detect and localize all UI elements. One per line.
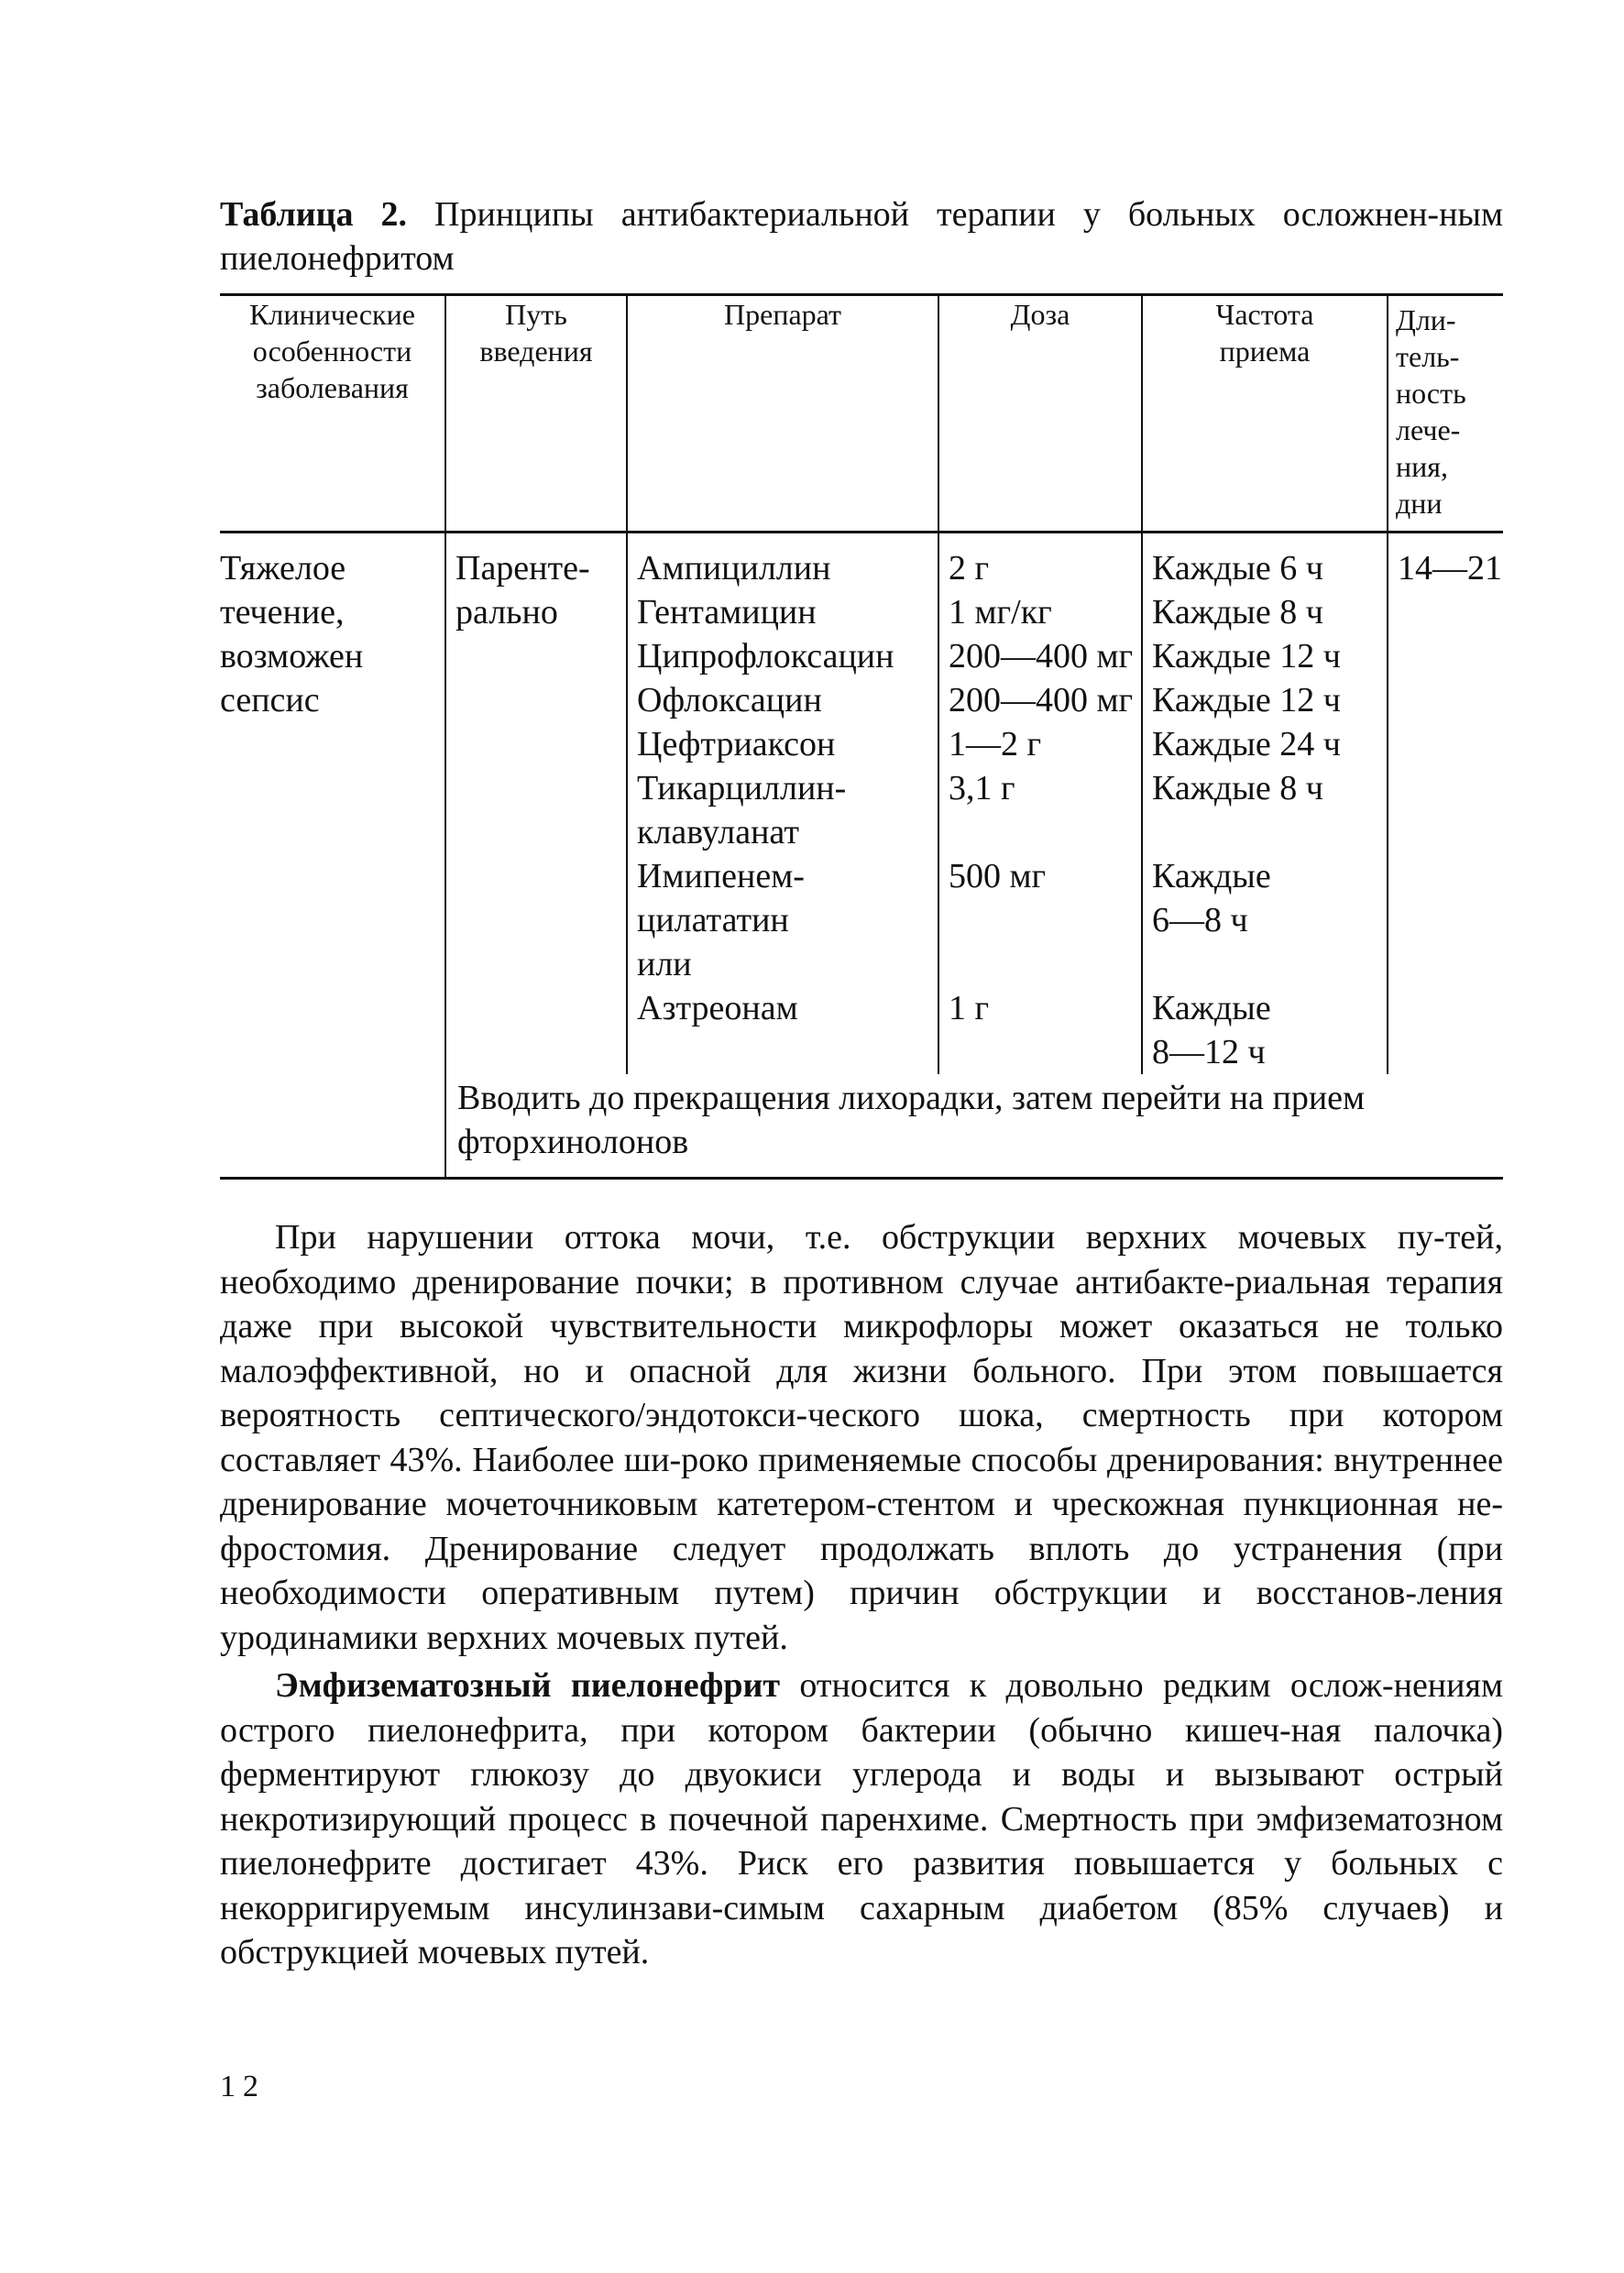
cell-line: Каждые 8 ч <box>1152 769 1323 807</box>
cell-line: течение, <box>220 593 345 631</box>
cell-line: клавуланат <box>637 813 799 851</box>
cell-line: Каждые 24 ч <box>1152 725 1341 763</box>
cell-line: заболевания <box>256 371 409 404</box>
cell-line: Частота <box>1215 298 1314 331</box>
cell-line: Каждые <box>1152 857 1271 895</box>
table-note-row <box>220 1074 1503 1179</box>
cell-line: дни <box>1396 487 1443 520</box>
header-frequency <box>1142 295 1388 533</box>
caption-text: Принципы антибактериальной терапии у больных осложнен-ным пиелонефритом <box>220 195 1503 278</box>
cell-line: лече- <box>1396 413 1461 446</box>
cell-line <box>939 810 1141 854</box>
paragraph-2-text: относится к довольно редким ослож-нениям острого пиелонефрита, при котором бактерии (обычно кишеч-ная палочка) ферментируют глюкозу до двуокиси углерода и воды и вызывают острый некротизирующий процесс в почечной паренхиме. Смертность при эмфизематозном пиелонефрите достигает 43%. Риск его развития повышается у больных с некорригируемым инсулинзави-симым сахарным диабетом (85% случаев) и обструкцией мочевых путей. <box>220 1666 1504 1971</box>
frequency-cell <box>1142 533 1388 1075</box>
cell-line: Тяжелое <box>220 549 346 587</box>
cell-line: Цефтриаксон <box>637 725 836 763</box>
body-text <box>220 1215 1503 1975</box>
cell-line <box>939 1030 1141 1074</box>
cell-line: Путь <box>505 298 567 331</box>
cell-line: введения <box>479 335 593 368</box>
duration-cell <box>1388 533 1503 1075</box>
header-dose <box>938 295 1142 533</box>
cell-line: 1 г <box>949 989 990 1027</box>
clinical-cell <box>220 533 445 1075</box>
cell-line: 200—400 мг <box>949 637 1134 675</box>
cell-line: Гентамицин <box>637 593 817 631</box>
cell-line: Тикарциллин- <box>637 769 847 807</box>
cell-line: Клинические <box>249 298 415 331</box>
header-route <box>445 295 627 533</box>
cell-line: Ампициллин <box>637 549 831 587</box>
cell-line: приема <box>1219 335 1311 368</box>
antibacterial-therapy-table <box>220 293 1503 1180</box>
duration-value: 14—21 <box>1398 549 1502 587</box>
header-duration <box>1388 295 1503 533</box>
table-note: Вводить до прекращения лихорадки, затем перейти на прием фторхинолонов <box>445 1074 1503 1179</box>
cell-line: 1 мг/кг <box>949 593 1052 631</box>
paragraph-1: При нарушении оттока мочи, т.е. обструкции верхних мочевых пу-тей, необходимо дренирование почки; в противном случае антибакте-риальная терапия даже при высокой чувствительности микрофлоры может оказаться не только малоэффективной, но и опасной для жизни больного. При этом повышается вероятность септического/эндотокси-ческого шока, смертность при котором составляет 43%. Наиболее ши-роко применяемые способы дренирования: внутреннее дренирование мочеточниковым катетером-стентом и чрескожная пункционная не-фростомия. Дренирование следует продолжать вплоть до устранения (при необходимости оперативным путем) причин обструкции и восстанов-ления уродинамики верхних мочевых путей. <box>220 1218 1503 1657</box>
cell-line: Азтреонам <box>637 989 798 1027</box>
cell-line: ность <box>1396 377 1466 410</box>
caption-label: Таблица 2. <box>220 195 408 234</box>
cell-line <box>1143 942 1387 986</box>
cell-line: 200—400 мг <box>949 681 1134 719</box>
cell-line: 3,1 г <box>949 769 1015 807</box>
cell-line: 8—12 ч <box>1152 1033 1266 1071</box>
table-caption <box>220 192 1503 280</box>
cell-line: сепсис <box>220 681 320 719</box>
paragraph-2-term: Эмфизематозный пиелонефрит <box>275 1666 781 1705</box>
cell-line <box>628 1030 938 1074</box>
cell-line: тель- <box>1396 340 1460 373</box>
drug-cell <box>627 533 938 1075</box>
cell-line: рально <box>455 593 558 631</box>
cell-line: Каждые <box>1152 989 1271 1027</box>
cell-line: Ципрофлоксацин <box>637 637 894 675</box>
cell-line: Паренте- <box>455 549 590 587</box>
cell-line: возможен <box>220 637 364 675</box>
cell-line <box>1143 810 1387 854</box>
cell-line: 6—8 ч <box>1152 901 1248 939</box>
cell-line <box>939 898 1141 942</box>
table-body-row <box>220 533 1503 1075</box>
cell-line: 500 мг <box>949 857 1047 895</box>
cell-line: Имипенем- <box>637 857 805 895</box>
paragraph-2 <box>220 1664 1503 1975</box>
cell-line: Каждые 12 ч <box>1152 637 1341 675</box>
route-cell <box>445 533 627 1075</box>
cell-line: 1—2 г <box>949 725 1042 763</box>
cell-line: Препарат <box>724 298 841 331</box>
dose-cell <box>938 533 1142 1075</box>
cell-line <box>939 942 1141 986</box>
cell-line: Каждые 8 ч <box>1152 593 1323 631</box>
header-drug <box>627 295 938 533</box>
table-header-row <box>220 295 1503 533</box>
cell-line: особенности <box>252 335 412 368</box>
cell-line: Дли- <box>1396 303 1456 336</box>
cell-line: Каждые 12 ч <box>1152 681 1341 719</box>
cell-line: 2 г <box>949 549 990 587</box>
header-clinical <box>220 295 445 533</box>
cell-line: ния, <box>1396 450 1448 483</box>
cell-line: Офлоксацин <box>637 681 822 719</box>
cell-line: или <box>637 945 692 983</box>
page-number: 12 <box>220 2070 266 2103</box>
cell-line: Каждые 6 ч <box>1152 549 1323 587</box>
cell-line: Доза <box>1010 298 1070 331</box>
cell-line: цилататин <box>637 901 789 939</box>
